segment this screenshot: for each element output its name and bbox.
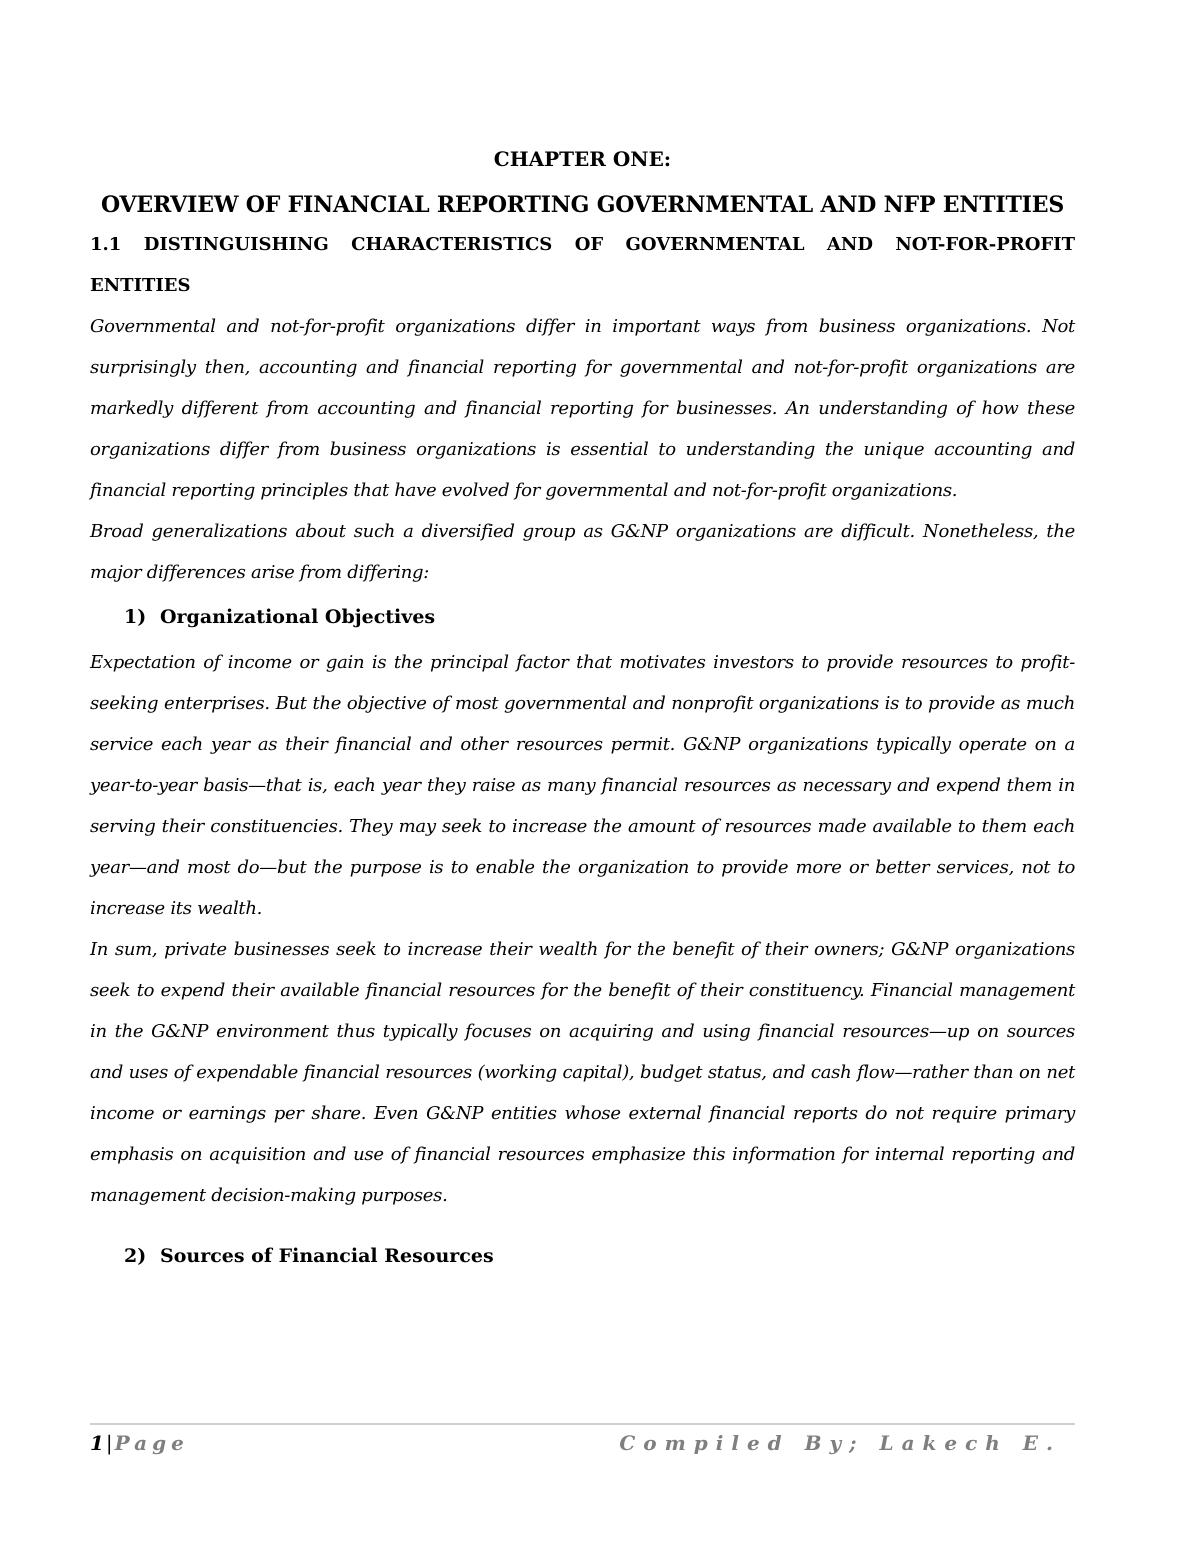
- footer-page-number: 1: [90, 1431, 104, 1455]
- subheading-organizational-objectives: [124, 597, 1075, 638]
- subheading-number: 2): [124, 1245, 147, 1267]
- chapter-title: OVERVIEW OF FINANCIAL REPORTING GOVERNMENTAL AND NFP ENTITIES: [100, 192, 1065, 218]
- objectives-paragraph-2: In sum, private businesses seek to increase their wealth for the benefit of their owners; G&NP organizations seek to expend their available financial resources for the benefit of their constituency. Financial management in the G&NP environment thus typically focuses on acquiring and using financial resources—up on sources and uses of expendable financial resources (working capital), budget status, and cash flow—rather than on net income or earnings per share. Even G&NP entities whose external financial reports do not require primary emphasis on acquisition and use of financial resources emphasize this information for internal reporting and management decision-making purposes.: [90, 939, 1075, 1206]
- intro-paragraph-1: Governmental and not-for-profit organizations differ in important ways from business organizations. Not surprisingly then, accounting and financial reporting for governmental and not-for-profit organizations are markedly different from accounting and financial reporting for businesses. An understanding of how these organizations differ from business organizations is essential to understanding the unique accounting and financial reporting principles that have evolved for governmental and not-for-profit organizations.: [90, 316, 1075, 501]
- subheading-number: 1): [124, 606, 147, 628]
- footer-page-info: [90, 1431, 189, 1455]
- objectives-paragraph-1: Expectation of income or gain is the principal factor that motivates investors to provide resources to profit-seeking enterprises. But the objective of most governmental and nonprofit organizations is to provide as much service each year as their financial and other resources permit. G&NP organizations typically operate on a year-to-year basis—that is, each year they raise as many financial resources as necessary and expend them in serving their constituencies. They may seek to increase the amount of resources made available to them each year—and most do—but the purpose is to enable the organization to provide more or better services, not to increase its wealth.: [90, 652, 1075, 919]
- subheading-label: Sources of Financial Resources: [160, 1245, 494, 1267]
- page-footer: [90, 1423, 1075, 1465]
- footer-compiled-by: Compiled By; Lakech E.: [619, 1431, 1061, 1455]
- footer-page-word: Page: [114, 1431, 189, 1455]
- section-heading: 1.1 DISTINGUISHING CHARACTERISTICS OF GOVERNMENTAL AND NOT-FOR-PROFIT ENTITIES: [90, 234, 1075, 296]
- intro-paragraph-2: Broad generalizations about such a diversified group as G&NP organizations are difficult. Nonetheless, the major differences arise from differing:: [90, 521, 1075, 583]
- subheading-sources-of-financial-resources: [124, 1236, 1075, 1277]
- chapter-label: CHAPTER ONE:: [493, 147, 672, 171]
- subheading-label: Organizational Objectives: [160, 606, 436, 628]
- page-content: [90, 130, 1075, 1281]
- footer-separator: |: [105, 1431, 113, 1455]
